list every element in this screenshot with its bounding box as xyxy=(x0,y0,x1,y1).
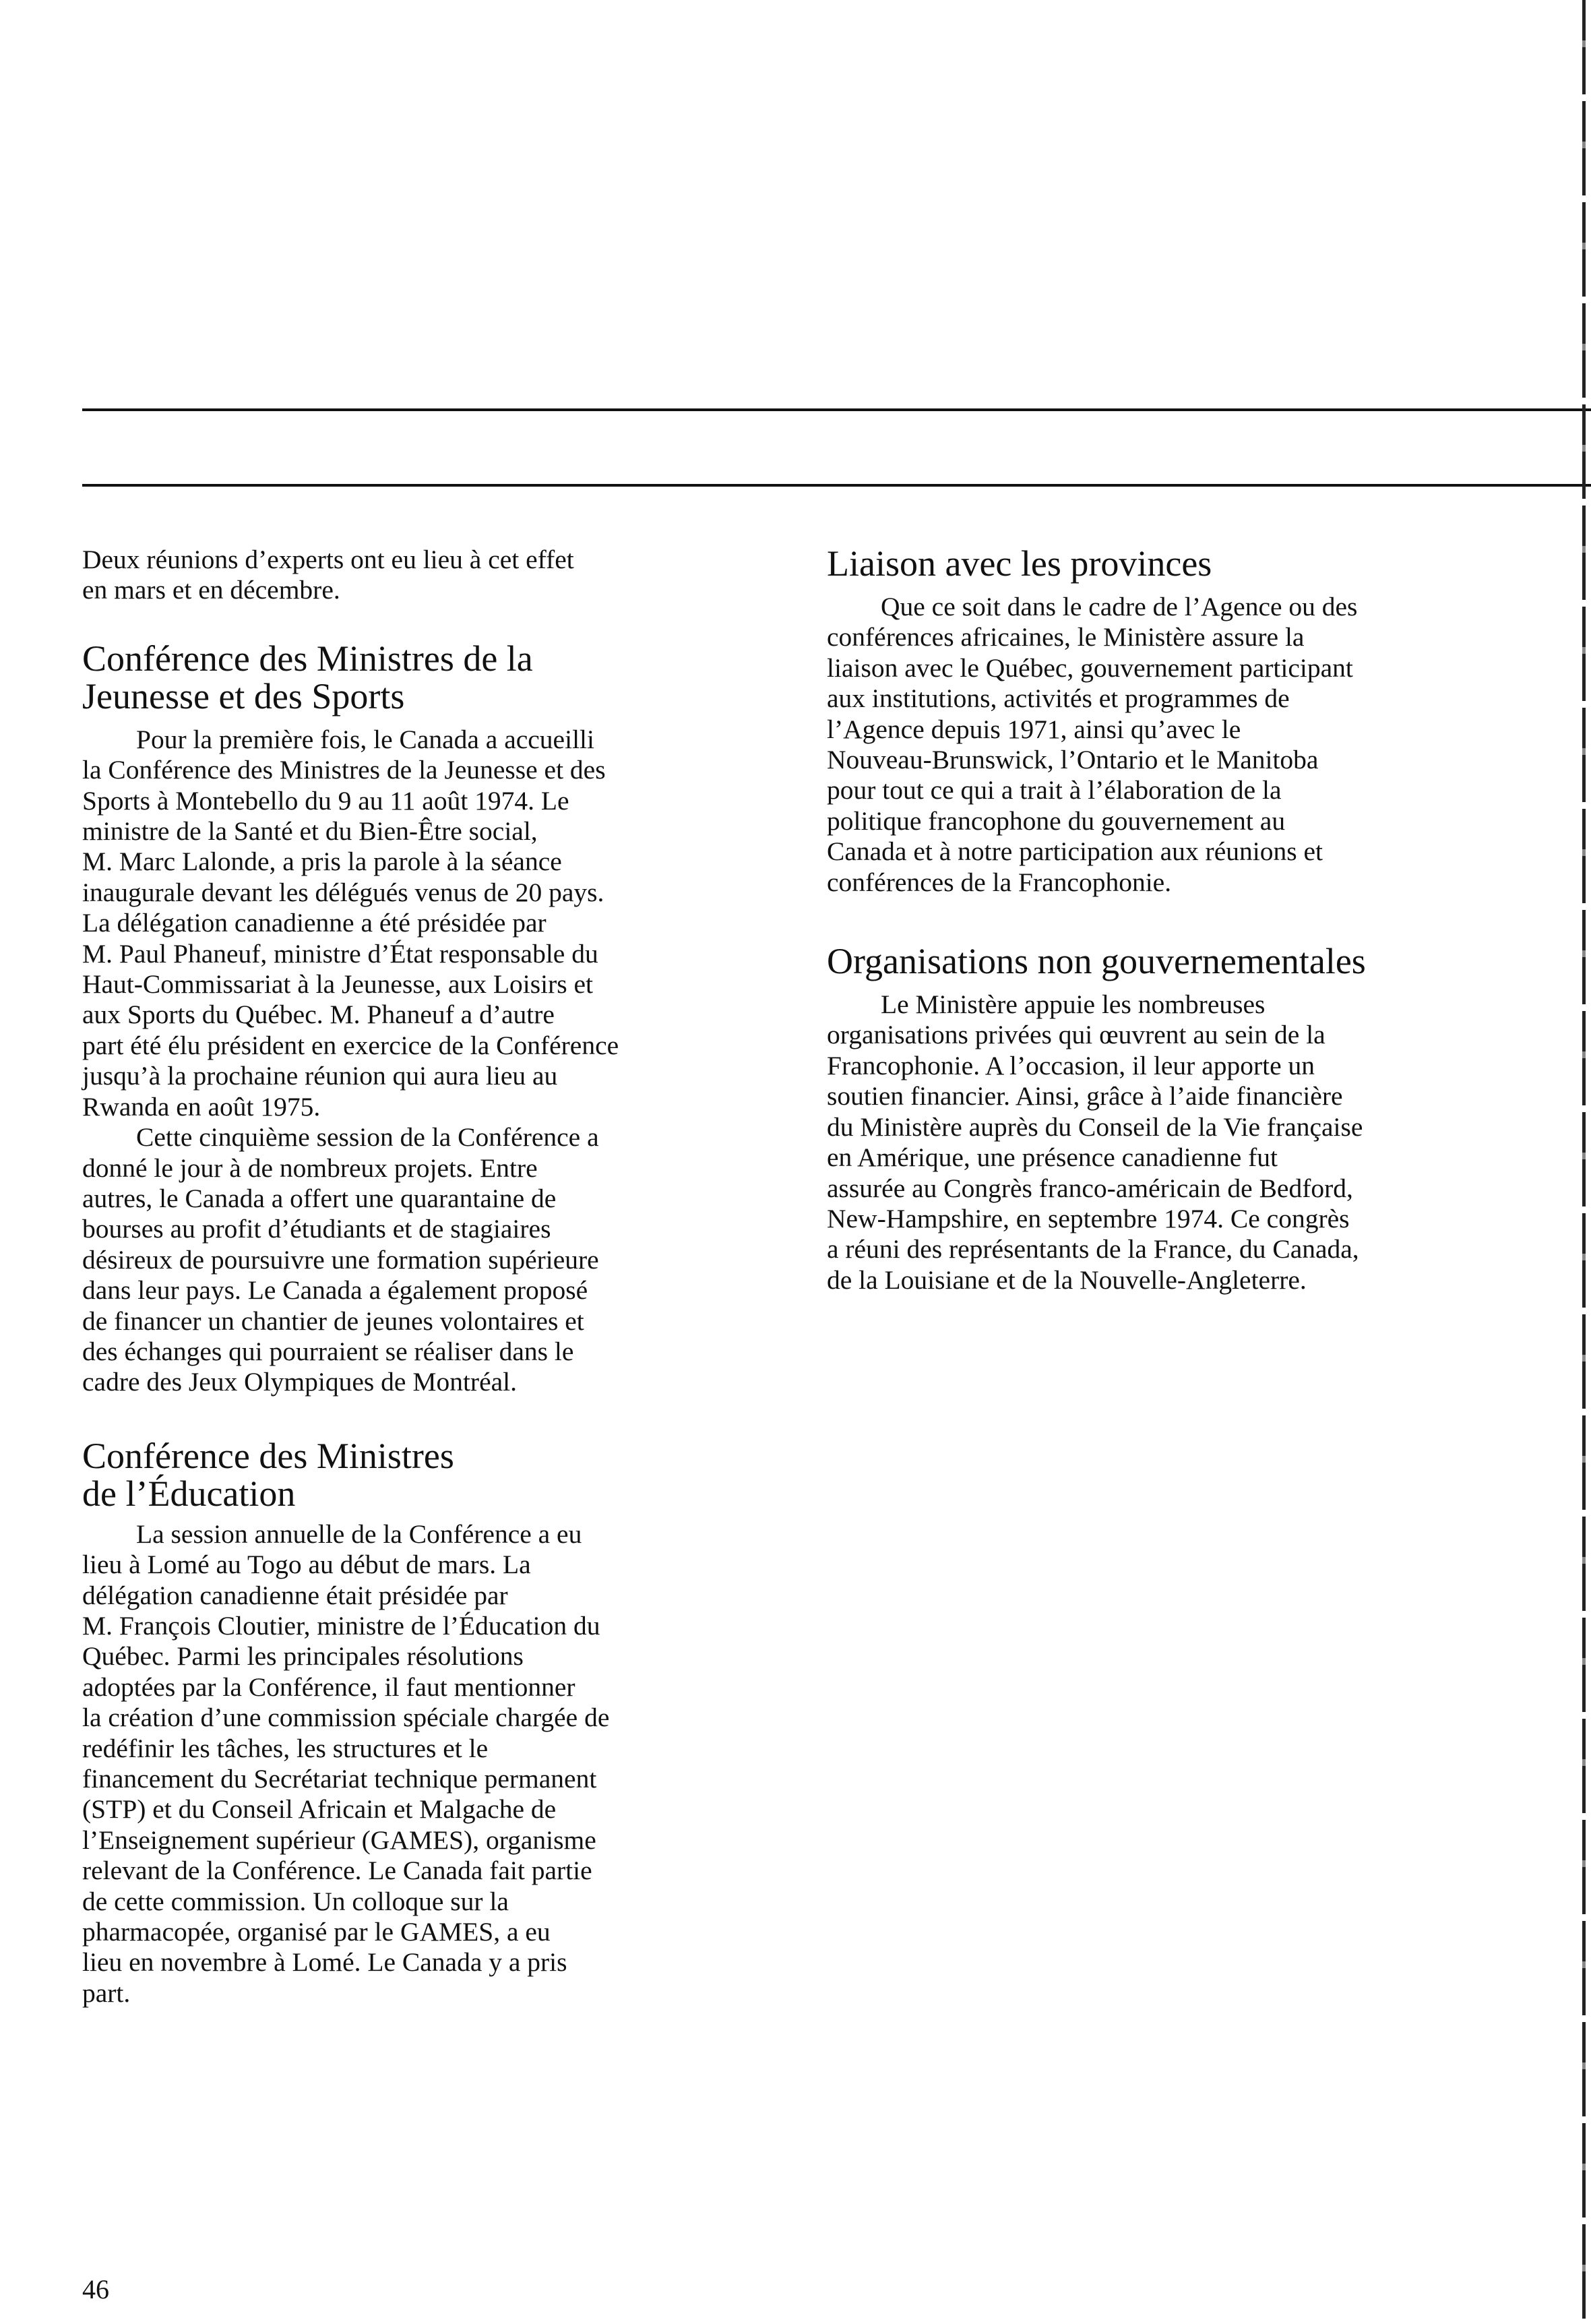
page-number: 46 xyxy=(82,2274,109,2304)
heading-education: Conférence des Ministres de l’Éducation xyxy=(82,1435,454,1514)
left-column xyxy=(82,545,729,2009)
paragraph-jeunesse-1: Pour la première fois, le Canada a accueilli la Conférence des Ministres de la Jeunesse et des Sports à Montebello du 9 au 11 août 1974. Le ministre de la Santé et du Bien-Être social, M. Marc Lalonde, a pris la parole à la séance inaugurale devant les délégués venus de 20 pays. La délégation canadienne a été présidée par M. Paul Phaneuf, ministre d’État responsable du Haut-Commissariat à la Jeunesse, aux Loisirs et aux Sports du Québec. M. Phaneuf a d’autre part été élu président en exercice de la Conférence jusqu’à la prochaine réunion qui aura lieu au Rwanda en août 1975. xyxy=(82,724,619,1122)
heading-jeunesse-sports: Conférence des Ministres de la Jeunesse et des Sports xyxy=(82,638,533,716)
right-column xyxy=(827,545,1467,1295)
page-edge xyxy=(1582,0,1586,2324)
paragraph-education: La session annuelle de la Conférence a eu lieu à Lomé au Togo au début de mars. La délégation canadienne était présidée par M. François Cloutier, ministre de l’Éducation du Québec. Parmi les principales résolutions adoptées par la Conférence, il faut mentionner la création d’une commission spéciale chargée de redéfinir les tâches, les structures et le financement du Secrétariat technique permanent (STP) et du Conseil Africain et Malgache de l’Enseignement supérieur (GAMES), organisme relevant de la Conférence. Le Canada fait partie de cette commission. Un colloque sur la pharmacopée, organisé par le GAMES, a eu lieu en novembre à Lomé. Le Canada y a pris part. xyxy=(82,1519,610,2008)
paragraph-organisations: Le Ministère appuie les nombreuses organisations privées qui œuvrent au sein de la Francophonie. A l’occasion, il leur apporte un soutien financier. Ainsi, grâce à l’aide financière du Ministère auprès du Conseil de la Vie française en Amérique, une présence canadienne fut assurée au Congrès franco-américain de Bedford, New-Hampshire, en septembre 1974. Ce congrès a réuni des représentants de la France, du Canada, de la Louisiane et de la Nouvelle-Angleterre. xyxy=(827,989,1363,1295)
second-rule xyxy=(82,484,1591,487)
paragraph-liaison: Que ce soit dans le cadre de l’Agence ou des conférences africaines, le Ministère assure la liaison avec le Québec, gouvernement participant aux institutions, activités et programmes de l’Agence depuis 1971, ainsi qu’avec le Nouveau-Brunswick, l’Ontario et le Manitoba pour tout ce qui a trait à l’élaboration de la politique francophone du gouvernement au Canada et à notre participation aux réunions et conférences de la Francophonie. xyxy=(827,592,1358,897)
intro-paragraph: Deux réunions d’experts ont eu lieu à cet effet en mars et en décembre. xyxy=(82,545,574,605)
paragraph-jeunesse-2: Cette cinquième session de la Conférence a donné le jour à de nombreux projets. Entre autres, le Canada a offert une quarantaine de bourses au profit d’étudiants et de stagiaires désireux de poursuivre une formation supérieure dans leur pays. Le Canada a également proposé de financer un chantier de jeunes volontaires et des échanges qui pourraient se réaliser dans le cadre des Jeux Olympiques de Montréal. xyxy=(82,1122,599,1397)
heading-liaison-provinces: Liaison avec les provinces xyxy=(827,543,1212,584)
heading-organisations: Organisations non gouvernementales xyxy=(827,941,1366,982)
top-rule xyxy=(82,408,1591,411)
